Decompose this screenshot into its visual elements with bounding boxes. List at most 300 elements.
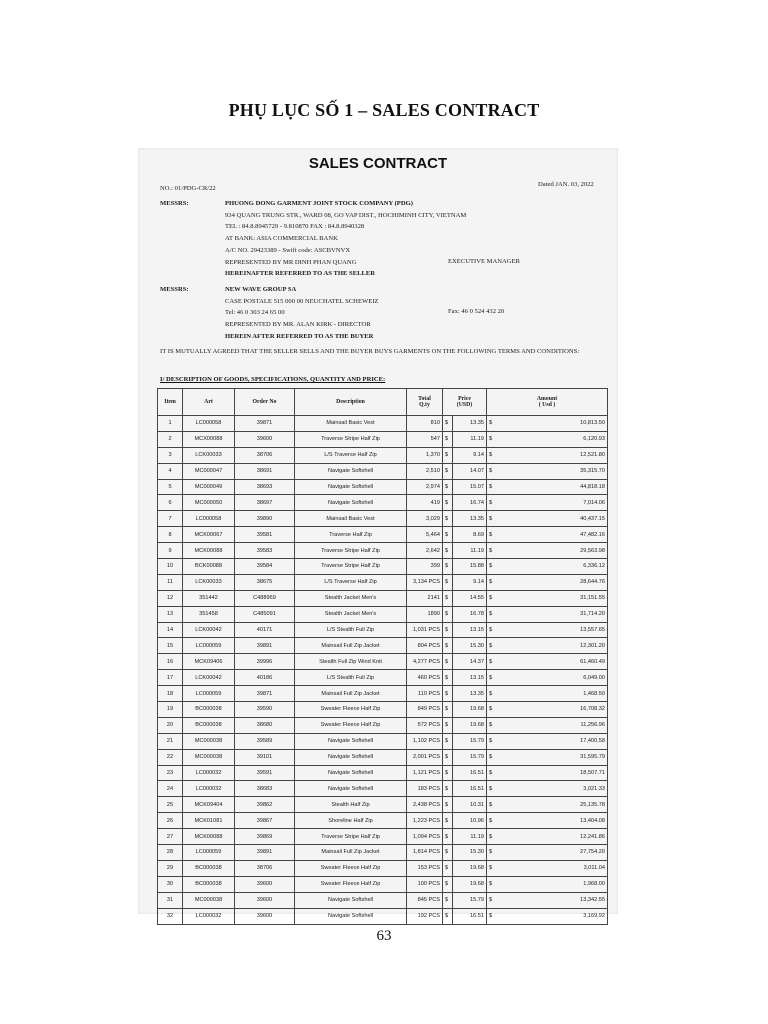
row-order-no: 38691 [235, 463, 295, 479]
row-item-number: 1 [158, 416, 183, 432]
row-order-no: 40186 [235, 670, 295, 686]
table-row [158, 495, 608, 511]
row-amount [487, 860, 608, 876]
row-price: 15.79 [453, 892, 487, 908]
table-row [158, 574, 608, 590]
row-amount-currency: $ [489, 833, 493, 840]
row-item-number: 32 [158, 908, 183, 924]
seller-label: MESSRS: [160, 200, 189, 207]
row-item-number: 12 [158, 590, 183, 606]
row-art: MCK00088 [183, 829, 235, 845]
table-row [158, 829, 608, 845]
row-price-currency: $ [443, 670, 453, 686]
table-row [158, 590, 608, 606]
row-item-number: 29 [158, 860, 183, 876]
row-total-qty: 804 PCS [407, 638, 443, 654]
row-price-currency: $ [443, 511, 453, 527]
row-amount [487, 813, 608, 829]
row-price: 15.30 [453, 638, 487, 654]
row-description: Navigate Softshell [295, 733, 407, 749]
row-amount [487, 702, 608, 718]
row-description: Traverse Stripe Half Zip [295, 559, 407, 575]
header-total-qty-line1: Total [418, 396, 431, 402]
contract-date: Dated JAN. 03, 2022 [538, 181, 594, 188]
row-amount-currency: $ [489, 595, 493, 602]
row-price: 13.35 [453, 686, 487, 702]
seller-block [225, 198, 466, 280]
table-row [158, 479, 608, 495]
table-row [158, 813, 608, 829]
row-item-number: 14 [158, 622, 183, 638]
row-item-number: 28 [158, 845, 183, 861]
row-art: LCK00042 [183, 622, 235, 638]
row-amount-currency: $ [489, 436, 493, 443]
seller-bank: AT BANK: ASIA COMMERCIAL BANK [225, 235, 338, 243]
row-amount-currency: $ [489, 642, 493, 649]
row-order-no: 38675 [235, 574, 295, 590]
row-price: 9.14 [453, 447, 487, 463]
row-order-no: 38697 [235, 495, 295, 511]
table-row [158, 908, 608, 924]
row-description: Sweater Fleece Half Zip [295, 717, 407, 733]
row-amount-currency: $ [489, 722, 493, 729]
row-description: Stealth Half Zip [295, 797, 407, 813]
table-row [158, 717, 608, 733]
row-art: LCK00033 [183, 447, 235, 463]
row-item-number: 17 [158, 670, 183, 686]
row-total-qty: 2,974 [407, 479, 443, 495]
section-title: I/ DESCRIPTION OF GOODS, SPECIFICATIONS, QUANTITY AND PRICE: [160, 376, 386, 383]
header-order-no: Order No [235, 389, 295, 416]
row-art: MC000038 [183, 749, 235, 765]
row-price: 14.55 [453, 590, 487, 606]
row-total-qty: 460 PCS [407, 670, 443, 686]
row-item-number: 26 [158, 813, 183, 829]
row-price-currency: $ [443, 829, 453, 845]
row-price-currency: $ [443, 813, 453, 829]
row-total-qty: 1890 [407, 606, 443, 622]
row-amount [487, 892, 608, 908]
row-amount-currency: $ [489, 515, 493, 522]
row-price: 13.35 [453, 416, 487, 432]
row-amount [487, 797, 608, 813]
row-order-no: C488969 [235, 590, 295, 606]
row-amount [487, 717, 608, 733]
row-price: 15.30 [453, 845, 487, 861]
row-total-qty: 5,464 [407, 527, 443, 543]
row-amount-currency: $ [489, 817, 493, 824]
row-order-no: 39867 [235, 813, 295, 829]
row-order-no: 38693 [235, 479, 295, 495]
row-amount-value: 35,315.70 [580, 468, 605, 475]
row-amount-value: 47,482.16 [580, 531, 605, 538]
row-total-qty: 572 PCS [407, 717, 443, 733]
row-art: MC000038 [183, 733, 235, 749]
row-amount-value: 11,256.96 [580, 722, 605, 729]
row-description: Mainsail Basic Vest [295, 511, 407, 527]
row-item-number: 11 [158, 574, 183, 590]
row-amount [487, 845, 608, 861]
row-amount-currency: $ [489, 801, 493, 808]
row-description: Stealth Jacket Men's [295, 590, 407, 606]
row-total-qty: 1,370 [407, 447, 443, 463]
row-price: 10.31 [453, 797, 487, 813]
table-row [158, 447, 608, 463]
row-art: MCK00067 [183, 527, 235, 543]
seller-reference: HEREINAFTER REFERRED TO AS THE SELLER [225, 270, 376, 278]
row-order-no: 39591 [235, 765, 295, 781]
row-art: MC000038 [183, 892, 235, 908]
buyer-reference: HEREIN AFTER REFERRED TO AS THE BUYER [225, 332, 374, 340]
row-total-qty: 100 PCS [407, 876, 443, 892]
row-amount-currency: $ [489, 420, 493, 427]
table-row [158, 765, 608, 781]
row-amount-currency: $ [489, 785, 493, 792]
row-art: 351442 [183, 590, 235, 606]
row-order-no: 38706 [235, 860, 295, 876]
row-amount-value: 12,301.20 [580, 642, 605, 649]
buyer-address: CASE POSTALE 515 000 00 NEUCHATEL SCHEWEIZ [225, 297, 379, 305]
row-amount [487, 416, 608, 432]
row-price-currency: $ [443, 781, 453, 797]
row-amount-value: 27,754.20 [580, 849, 605, 856]
table-row [158, 511, 608, 527]
row-amount-value: 13,342.55 [580, 897, 605, 904]
row-description: Mainsail Basic Vest [295, 416, 407, 432]
row-total-qty: 1,223 PCS [407, 813, 443, 829]
row-total-qty: 2,510 [407, 463, 443, 479]
row-price: 11.19 [453, 431, 487, 447]
row-price-currency: $ [443, 622, 453, 638]
row-price: 15.88 [453, 559, 487, 575]
row-price: 10.96 [453, 813, 487, 829]
row-item-number: 4 [158, 463, 183, 479]
row-price: 15.07 [453, 479, 487, 495]
row-description: Navigate Softshell [295, 479, 407, 495]
row-total-qty: 4,277 PCS [407, 654, 443, 670]
row-item-number: 19 [158, 702, 183, 718]
row-total-qty: 3,134 PCS [407, 574, 443, 590]
row-price: 14.37 [453, 654, 487, 670]
table-row [158, 606, 608, 622]
row-item-number: 31 [158, 892, 183, 908]
row-item-number: 8 [158, 527, 183, 543]
row-art: LC000058 [183, 511, 235, 527]
row-price: 15.79 [453, 749, 487, 765]
table-row [158, 543, 608, 559]
row-art: LC000058 [183, 416, 235, 432]
row-item-number: 24 [158, 781, 183, 797]
table-row [158, 702, 608, 718]
row-amount [487, 479, 608, 495]
row-order-no: 39871 [235, 416, 295, 432]
buyer-fax: Fax: 46 0 524 432 20 [448, 308, 505, 315]
row-price-currency: $ [443, 717, 453, 733]
row-amount-value: 28,644.76 [580, 579, 605, 586]
row-amount-value: 7,014.06 [583, 499, 605, 506]
seller-position: EXECUTIVE MANAGER [448, 258, 520, 265]
contract-heading: SALES CONTRACT [308, 155, 448, 172]
row-art: LC000032 [183, 765, 235, 781]
row-order-no: C485091 [235, 606, 295, 622]
row-order-no: 39583 [235, 543, 295, 559]
row-price: 19.68 [453, 876, 487, 892]
row-amount-currency: $ [489, 579, 493, 586]
row-amount-currency: $ [489, 627, 493, 634]
row-order-no: 39862 [235, 797, 295, 813]
goods-table [157, 388, 608, 925]
table-row [158, 845, 608, 861]
row-order-no: 39600 [235, 876, 295, 892]
page-number: 63 [376, 928, 392, 944]
row-price-currency: $ [443, 876, 453, 892]
row-price-currency: $ [443, 892, 453, 908]
row-art: BC000038 [183, 876, 235, 892]
row-art: LC000032 [183, 781, 235, 797]
table-row [158, 876, 608, 892]
seller-account: A/C NO. 29423389 - Swift code: ASCBVNVX [225, 246, 351, 254]
row-order-no: 39590 [235, 702, 295, 718]
row-price: 19.68 [453, 717, 487, 733]
row-art: BC000038 [183, 717, 235, 733]
seller-phone: TEL : 84.8.8945729 - 9.810870 FAX : 84.8.8940328 [225, 223, 365, 231]
buyer-name: NEW WAVE GROUP SA [225, 286, 297, 293]
table-row [158, 559, 608, 575]
row-price: 16.51 [453, 765, 487, 781]
row-price-currency: $ [443, 638, 453, 654]
row-amount-value: 3,021.33 [583, 785, 605, 792]
row-amount-currency: $ [489, 531, 493, 538]
row-description: Traverse Half Zip [295, 527, 407, 543]
row-price-currency: $ [443, 416, 453, 432]
row-total-qty: 547 [407, 431, 443, 447]
row-price-currency: $ [443, 860, 453, 876]
row-amount-currency: $ [489, 865, 493, 872]
row-art: LC000059 [183, 845, 235, 861]
row-art: MC000050 [183, 495, 235, 511]
row-description: L/S Stealth Full Zip [295, 670, 407, 686]
row-price: 13.35 [453, 511, 487, 527]
row-art: BCK00088 [183, 559, 235, 575]
row-item-number: 21 [158, 733, 183, 749]
row-price: 8.69 [453, 527, 487, 543]
row-total-qty: 2141 [407, 590, 443, 606]
row-amount-currency: $ [489, 611, 493, 618]
row-item-number: 30 [158, 876, 183, 892]
row-art: 351458 [183, 606, 235, 622]
row-description: Traverse Stripe Half Zip [295, 543, 407, 559]
row-order-no: 39101 [235, 749, 295, 765]
row-art: LCK00033 [183, 574, 235, 590]
row-item-number: 22 [158, 749, 183, 765]
row-description: Stealth Full Zip Wind Knit [295, 654, 407, 670]
row-total-qty: 153 PCS [407, 860, 443, 876]
table-row [158, 686, 608, 702]
row-total-qty: 2,642 [407, 543, 443, 559]
row-amount-currency: $ [489, 770, 493, 777]
table-row [158, 654, 608, 670]
row-amount [487, 447, 608, 463]
row-amount-value: 16,708.32 [580, 706, 605, 713]
header-price-line2: (USD) [456, 402, 473, 408]
buyer-block [225, 284, 378, 343]
table-row [158, 416, 608, 432]
row-order-no: 39871 [235, 686, 295, 702]
header-total-qty-line2: Q.ty [419, 402, 430, 408]
row-amount-value: 10,813.50 [580, 420, 605, 427]
row-price-currency: $ [443, 447, 453, 463]
row-description: Navigate Softshell [295, 908, 407, 924]
seller-address: 934 QUANG TRUNG STR., WARD 08, GO VAP DIST., HOCHIMINH CITY, VIETNAM [225, 211, 467, 219]
table-row [158, 733, 608, 749]
row-order-no: 39581 [235, 527, 295, 543]
header-price-line1: Price [458, 396, 471, 402]
table-row [158, 622, 608, 638]
row-description: Mainsail Full Zip Jacket [295, 845, 407, 861]
row-description: Navigate Softshell [295, 495, 407, 511]
row-order-no: 39589 [235, 733, 295, 749]
buyer-phone: Tel: 46 0 303 24 65 00 [225, 309, 285, 317]
row-order-no: 39891 [235, 638, 295, 654]
page-title: PHỤ LỤC SỐ 1 – SALES CONTRACT [228, 100, 540, 120]
row-amount-currency: $ [489, 484, 493, 490]
row-amount [487, 622, 608, 638]
buyer-label: MESSRS: [160, 286, 189, 293]
row-total-qty: 1,814 PCS [407, 845, 443, 861]
row-amount [487, 463, 608, 479]
row-price-currency: $ [443, 686, 453, 702]
header-amount-line2: ( Usd ) [538, 402, 556, 408]
row-order-no: 39600 [235, 431, 295, 447]
row-total-qty: 1,031 PCS [407, 622, 443, 638]
row-amount [487, 670, 608, 686]
row-price-currency: $ [443, 765, 453, 781]
row-art: LC000032 [183, 908, 235, 924]
table-row [158, 638, 608, 654]
row-price-currency: $ [443, 574, 453, 590]
row-art: MC000049 [183, 479, 235, 495]
row-amount-value: 13,404.08 [580, 817, 605, 824]
row-total-qty: 1,094 PCS [407, 829, 443, 845]
row-amount [487, 559, 608, 575]
row-description: Traverse Stripe Half Zip [295, 431, 407, 447]
row-price-currency: $ [443, 797, 453, 813]
row-price-currency: $ [443, 463, 453, 479]
row-amount-value: 6,336.12 [583, 563, 605, 570]
row-order-no: 40171 [235, 622, 295, 638]
row-price: 15.79 [453, 733, 487, 749]
row-total-qty: 2,438 PCS [407, 797, 443, 813]
row-amount-value: 1,968.00 [583, 881, 605, 888]
row-amount-value: 12,241.86 [580, 833, 605, 840]
row-amount [487, 495, 608, 511]
row-amount-currency: $ [489, 452, 493, 459]
table-header-row [158, 389, 608, 416]
table-row [158, 431, 608, 447]
row-item-number: 20 [158, 717, 183, 733]
row-price-currency: $ [443, 845, 453, 861]
row-amount-currency: $ [489, 738, 493, 745]
row-order-no: 39891 [235, 845, 295, 861]
row-art: BC000038 [183, 702, 235, 718]
row-amount-value: 29,563.98 [580, 547, 605, 554]
row-art: MCK00088 [183, 543, 235, 559]
row-price-currency: $ [443, 527, 453, 543]
table-row [158, 797, 608, 813]
row-description: Shoreline Half Zip [295, 813, 407, 829]
row-item-number: 27 [158, 829, 183, 845]
row-total-qty: 1,121 PCS [407, 765, 443, 781]
row-item-number: 16 [158, 654, 183, 670]
row-amount-value: 25,135.78 [580, 801, 605, 808]
row-price: 13.15 [453, 622, 487, 638]
row-item-number: 23 [158, 765, 183, 781]
row-total-qty: 845 PCS [407, 892, 443, 908]
row-amount-currency: $ [489, 849, 493, 856]
row-amount [487, 431, 608, 447]
row-total-qty: 110 PCS [407, 686, 443, 702]
row-description: Navigate Softshell [295, 463, 407, 479]
row-total-qty: 810 [407, 416, 443, 432]
row-amount [487, 686, 608, 702]
row-amount-value: 3,011.04 [583, 865, 605, 872]
row-art: LCK00042 [183, 670, 235, 686]
row-price: 16.78 [453, 606, 487, 622]
row-amount-currency: $ [489, 706, 493, 713]
row-description: Sweater Fleece Half Zip [295, 702, 407, 718]
row-amount-value: 3,169.92 [583, 913, 605, 920]
seller-name: PHUONG DONG GARMENT JOINT STOCK COMPANY (PDG) [225, 200, 413, 207]
row-price: 11.19 [453, 543, 487, 559]
row-order-no: 39996 [235, 654, 295, 670]
row-description: Navigate Softshell [295, 765, 407, 781]
row-amount-value: 40,437.15 [580, 515, 605, 522]
header-total-qty [407, 389, 443, 416]
table-row [158, 527, 608, 543]
row-amount-currency: $ [489, 563, 493, 570]
header-price [443, 389, 487, 416]
row-total-qty: 1,102 PCS [407, 733, 443, 749]
row-amount [487, 781, 608, 797]
row-amount-value: 18,507.71 [580, 770, 605, 777]
row-amount [487, 543, 608, 559]
row-amount [487, 876, 608, 892]
row-amount-value: 31,151.55 [580, 595, 605, 602]
row-item-number: 9 [158, 543, 183, 559]
row-order-no: 38680 [235, 717, 295, 733]
row-price-currency: $ [443, 495, 453, 511]
row-description: Navigate Softshell [295, 749, 407, 765]
row-total-qty: 419 [407, 495, 443, 511]
row-description: Navigate Softshell [295, 892, 407, 908]
row-order-no: 39890 [235, 511, 295, 527]
goods-table-body [158, 416, 608, 925]
row-item-number: 6 [158, 495, 183, 511]
row-amount-value: 6,049.00 [583, 674, 605, 681]
row-price: 16.51 [453, 908, 487, 924]
row-amount-value: 31,714.20 [580, 611, 605, 618]
row-amount-currency: $ [489, 897, 493, 904]
row-item-number: 5 [158, 479, 183, 495]
header-art: Art [183, 389, 235, 416]
row-amount [487, 733, 608, 749]
row-amount-currency: $ [489, 913, 493, 920]
row-amount [487, 908, 608, 924]
row-description: Navigate Softshell [295, 781, 407, 797]
row-price: 19.68 [453, 702, 487, 718]
buyer-representative: REPRESENTED BY MR. ALAN KIRK - DIRECTOR [225, 321, 371, 329]
row-total-qty: 399 [407, 559, 443, 575]
